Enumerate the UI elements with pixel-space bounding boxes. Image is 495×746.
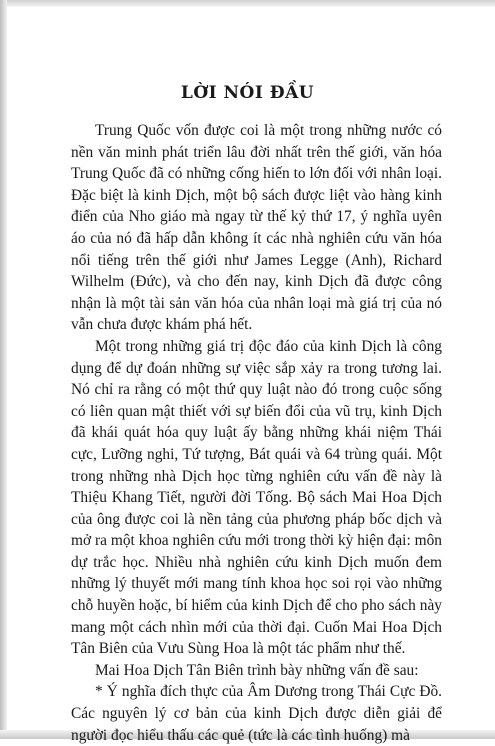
paragraph-3: Mai Hoa Dịch Tân Biên trình bày những vấn đề sau:	[95, 661, 419, 679]
page-title: LỜI NÓI ĐẦU	[180, 83, 315, 103]
body-text	[71, 120, 442, 746]
paragraph-4: * Ý nghĩa đích thực của Âm Dương trong Thái Cực Đồ. Các nguyên lý cơ bản của kinh Dịch được diễn giải để người đọc hiểu thấu các quẻ (tức là các tình huống) mà	[71, 683, 442, 744]
paragraph-1: Trung Quốc vốn được coi là một trong những nước có nền văn minh phát triển lâu đời nhất trên thế giới, văn hóa Trung Quốc đã có những cống hiến to lớn đối với nhân loại. Đặc biệt là kinh Dịch, một bộ sách được liệt vào hàng kinh điển của Nho giáo mà ngay từ thế kỷ thứ 17, ý nghĩa uyên áo của nó đã hấp dẫn không ít các nhà nghiên cứu văn hóa nổi tiếng trên thế giới như James Legge (Anh), Richard Wilhelm (Đức), và cho đến nay, kinh Dịch đã được công nhận là một tài sản văn hóa của nhân loại mà giá trị của nó vẫn chưa được khám phá hết.	[71, 122, 442, 334]
page-top-edge	[0, 0, 495, 7]
paragraph-2: Một trong những giá trị độc đáo của kinh Dịch là công dụng để dự đoán những sự việc sắp xảy ra trong tương lai. Nó chỉ ra rằng có một thứ quy luật nào đó trong cuộc sống có liên quan mật thiết với sự biến đổi của vũ trụ, kinh Dịch đã khái quát hóa quy luật ấy bằng những khái niệm Thái cực, Lưỡng nghi, Tứ tượng, Bát quái và 64 trùng quái. Một trong những nhà Dịch học từng nghiên cứu vấn đề này là Thiệu Khang Tiết, người đời Tống. Bộ sách Mai Hoa Dịch của ông được coi là nền tảng của phương pháp bốc dịch và mở ra một khoa nghiên cứu mới trong thời kỳ hiện đại: môn dự trắc học. Nhiều nhà nghiên cứu kinh Dịch muốn đem những lý thuyết mới mang tính khoa học soi rọi vào những chỗ huyền hoặc, bí hiểm của kinh Dịch để cho pho sách này mang một cách nhìn mới của thời đại. Cuốn Mai Hoa Dịch Tân Biên của Vưu Sùng Hoa là một tác phẩm như thế.	[71, 337, 442, 658]
page-left-edge	[0, 0, 7, 739]
